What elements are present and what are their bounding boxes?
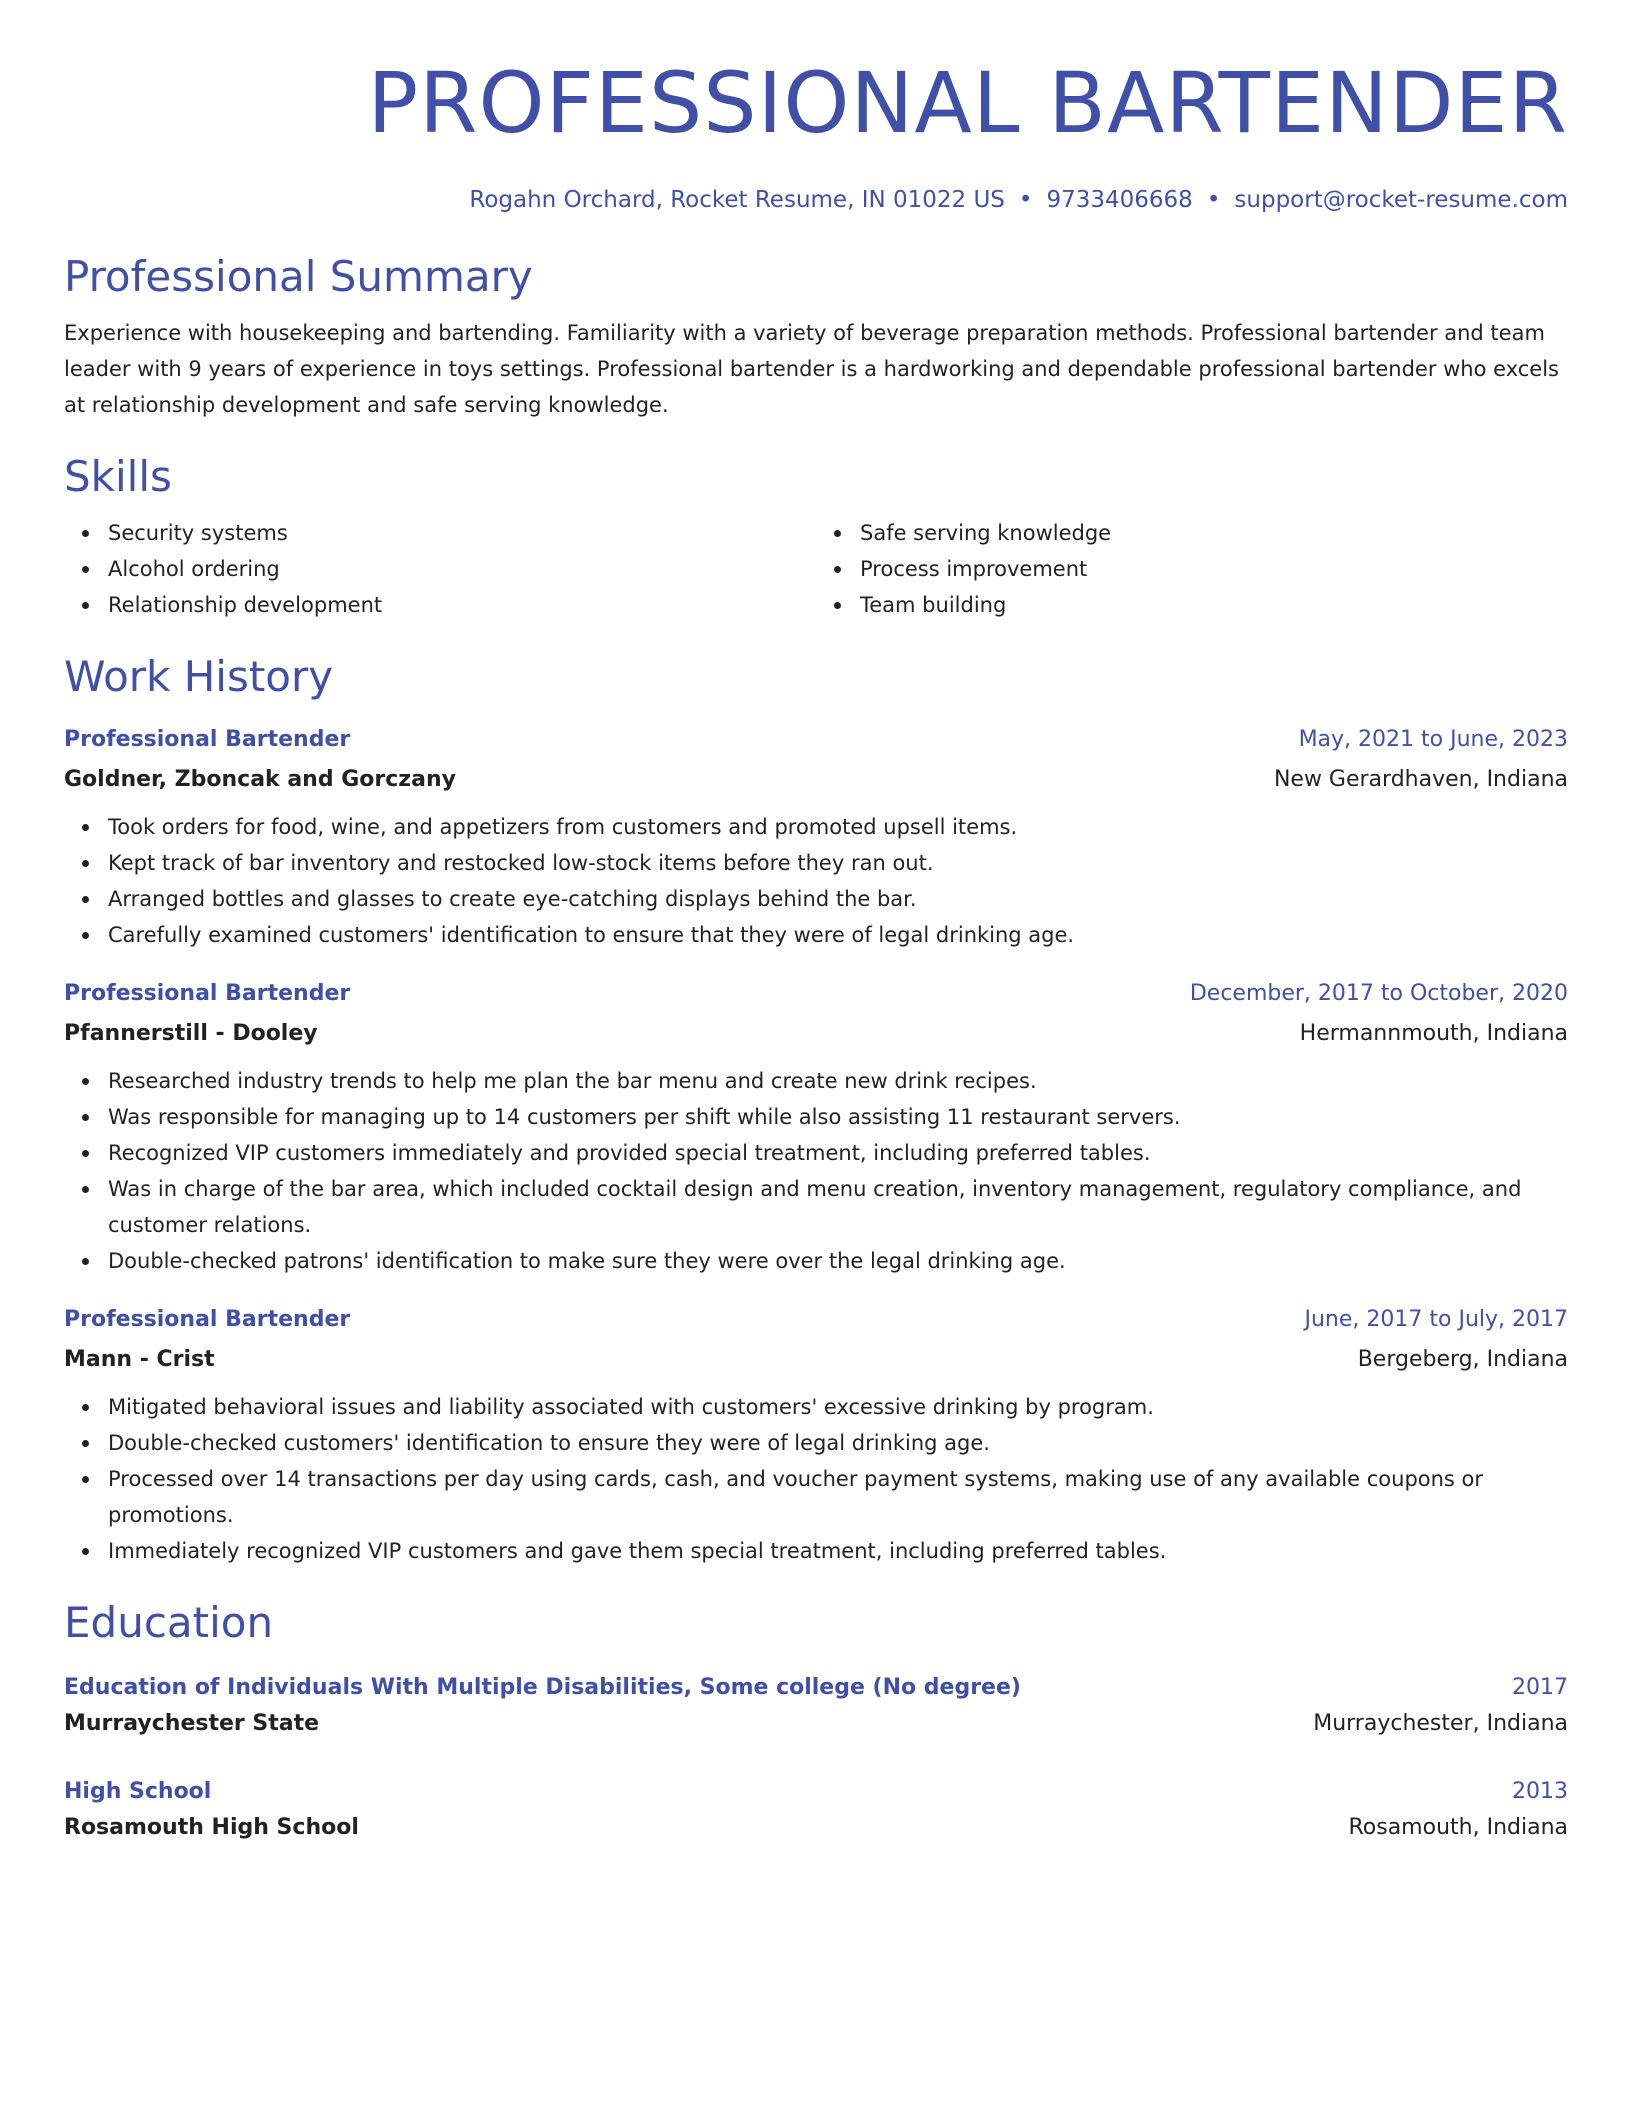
job-header bbox=[64, 723, 1568, 757]
job-bullet: Mitigated behavioral issues and liability associated with customers' excessive drinking by program. bbox=[108, 1389, 1568, 1425]
job-entry bbox=[64, 723, 1568, 953]
job-dates: May, 2021 to June, 2023 bbox=[1298, 727, 1568, 752]
education-entry bbox=[64, 1671, 1568, 1741]
job-location: Bergeberg, Indiana bbox=[1357, 1347, 1568, 1372]
job-bullets bbox=[64, 1389, 1568, 1569]
skill-item: Alcohol ordering bbox=[108, 551, 816, 587]
education-school-row bbox=[64, 1811, 1568, 1845]
education-year: 2013 bbox=[1512, 1779, 1568, 1804]
job-title: Professional Bartender bbox=[64, 1307, 351, 1332]
skill-item: Security systems bbox=[108, 515, 816, 551]
job-location: Hermannmouth, Indiana bbox=[1299, 1021, 1568, 1046]
job-bullet: Arranged bottles and glasses to create eye-catching displays behind the bar. bbox=[108, 881, 1568, 917]
job-employer-row bbox=[64, 1343, 1568, 1377]
contact-address: Rogahn Orchard, Rocket Resume, IN 01022 US bbox=[469, 187, 1005, 213]
job-company: Pfannerstill - Dooley bbox=[64, 1021, 318, 1046]
skills-column-right bbox=[816, 515, 1568, 623]
job-bullet: Double-checked patrons' identification to make sure they were over the legal drinking age. bbox=[108, 1243, 1568, 1279]
job-title: Professional Bartender bbox=[64, 981, 351, 1006]
job-header bbox=[64, 1303, 1568, 1337]
education-heading: Education bbox=[64, 1598, 274, 1647]
job-dates: June, 2017 to July, 2017 bbox=[1304, 1307, 1568, 1332]
education-school-row bbox=[64, 1707, 1568, 1741]
education-entry bbox=[64, 1775, 1568, 1845]
job-location: New Gerardhaven, Indiana bbox=[1273, 767, 1568, 792]
contact-separator: • bbox=[1206, 187, 1221, 213]
job-entry bbox=[64, 1303, 1568, 1569]
job-bullet: Immediately recognized VIP customers and gave them special treatment, including preferred tables. bbox=[108, 1533, 1568, 1569]
job-dates: December, 2017 to October, 2020 bbox=[1189, 981, 1568, 1006]
resume-name: PROFESSIONAL BARTENDER bbox=[367, 54, 1568, 152]
contact-line bbox=[64, 185, 1568, 215]
job-employer-row bbox=[64, 1017, 1568, 1051]
contact-email: support@rocket-resume.com bbox=[1234, 187, 1568, 213]
job-header bbox=[64, 977, 1568, 1011]
skills-column-left bbox=[64, 515, 816, 623]
summary-text: Experience with housekeeping and bartending. Familiarity with a variety of beverage preparation methods. Professional bartender and team leader with 9 years of experience in toys settings. Professional bartender is a hardworking and dependable professional bartender who excels at relationship development and safe serving knowledge. bbox=[64, 321, 1559, 417]
job-company: Goldner, Zboncak and Gorczany bbox=[64, 767, 456, 792]
education-location: Rosamouth, Indiana bbox=[1348, 1815, 1568, 1840]
job-bullet: Researched industry trends to help me plan the bar menu and create new drink recipes. bbox=[108, 1063, 1568, 1099]
job-bullet: Kept track of bar inventory and restocked low-stock items before they ran out. bbox=[108, 845, 1568, 881]
job-bullet: Took orders for food, wine, and appetizers from customers and promoted upsell items. bbox=[108, 809, 1568, 845]
education-year: 2017 bbox=[1512, 1675, 1568, 1700]
job-bullet: Double-checked customers' identification to ensure they were of legal drinking age. bbox=[108, 1425, 1568, 1461]
job-company: Mann - Crist bbox=[64, 1347, 215, 1372]
education-location: Murraychester, Indiana bbox=[1313, 1711, 1568, 1736]
job-bullet: Carefully examined customers' identification to ensure that they were of legal drinking age. bbox=[108, 917, 1568, 953]
skill-item: Relationship development bbox=[108, 587, 816, 623]
education-header bbox=[64, 1775, 1568, 1809]
contact-phone: 9733406668 bbox=[1046, 187, 1193, 213]
job-bullet: Was responsible for managing up to 14 customers per shift while also assisting 11 restaurant servers. bbox=[108, 1099, 1568, 1135]
job-title: Professional Bartender bbox=[64, 727, 351, 752]
skills-list bbox=[64, 515, 1568, 623]
skill-item: Safe serving knowledge bbox=[860, 515, 1568, 551]
education-school: Rosamouth High School bbox=[64, 1815, 359, 1840]
education-header bbox=[64, 1671, 1568, 1705]
education-degree: Education of Individuals With Multiple Disabilities, Some college (No degree) bbox=[64, 1675, 1021, 1700]
skill-item: Process improvement bbox=[860, 551, 1568, 587]
job-bullets bbox=[64, 1063, 1568, 1279]
summary-heading: Professional Summary bbox=[64, 252, 533, 301]
contact-separator: • bbox=[1018, 187, 1033, 213]
job-bullet: Processed over 14 transactions per day using cards, cash, and voucher payment systems, making use of any available coupons or promotions. bbox=[108, 1461, 1568, 1533]
job-bullets bbox=[64, 809, 1568, 953]
work-history-heading: Work History bbox=[64, 652, 334, 701]
job-bullet: Was in charge of the bar area, which included cocktail design and menu creation, inventory management, regulatory compliance, and customer relations. bbox=[108, 1171, 1568, 1243]
education-degree: High School bbox=[64, 1779, 212, 1804]
skills-heading: Skills bbox=[64, 452, 172, 501]
education-school: Murraychester State bbox=[64, 1711, 320, 1736]
skill-item: Team building bbox=[860, 587, 1568, 623]
job-employer-row bbox=[64, 763, 1568, 797]
job-bullet: Recognized VIP customers immediately and provided special treatment, including preferred tables. bbox=[108, 1135, 1568, 1171]
job-entry bbox=[64, 977, 1568, 1279]
